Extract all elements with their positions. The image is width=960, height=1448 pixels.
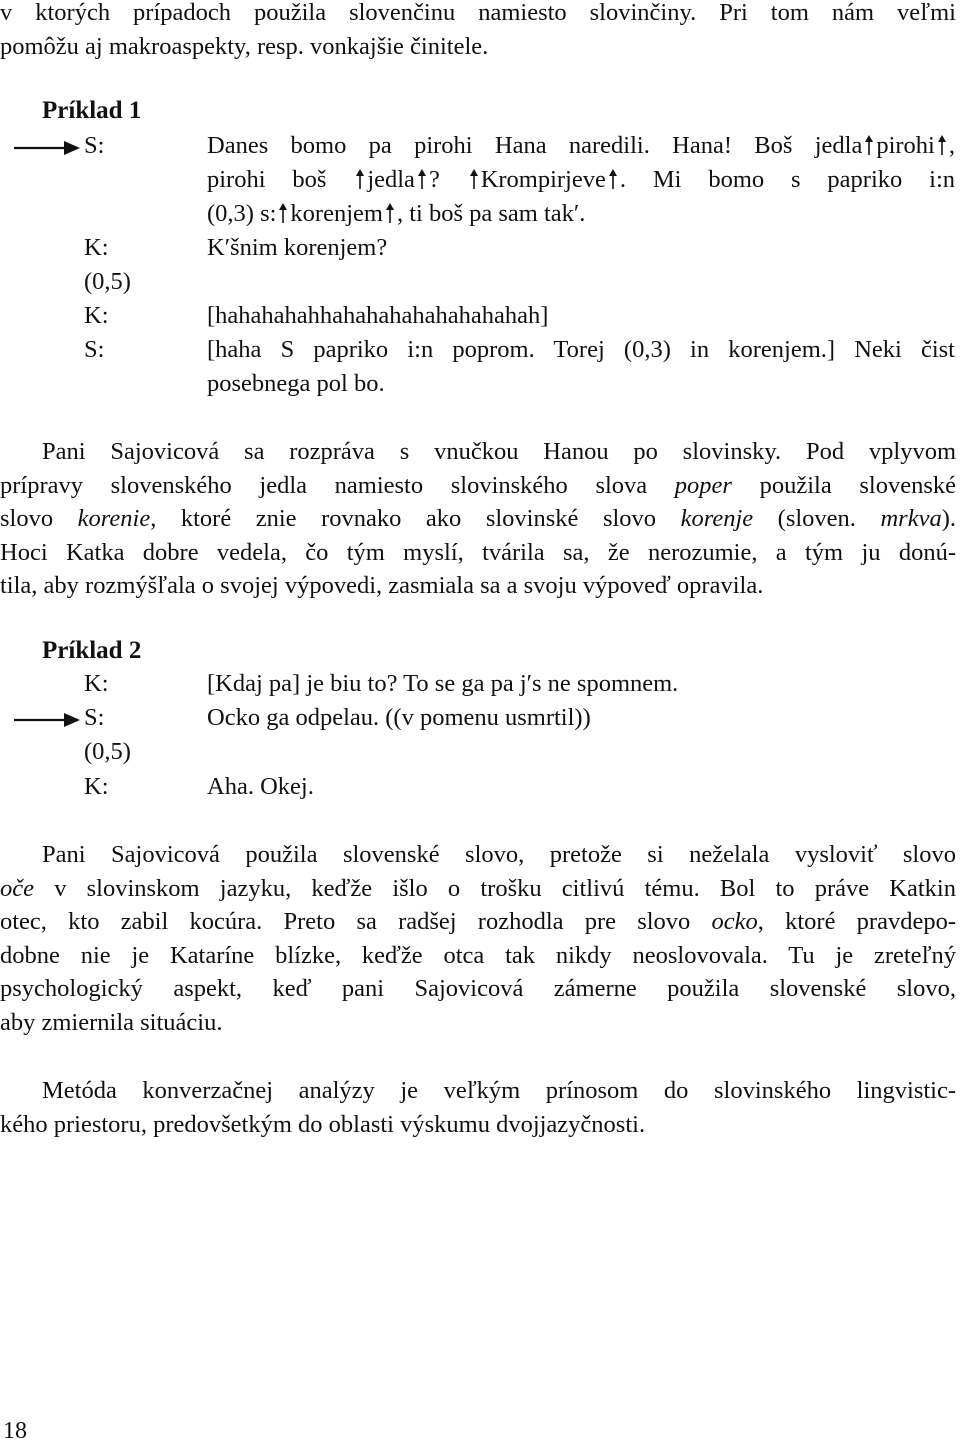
transcript-line [0, 200, 956, 234]
text-line: Metóda konverzačnej analýzy je veľkým prínosom do slovinského lingvistic- [42, 1077, 956, 1104]
italic-term: oče [0, 874, 34, 902]
speaker-label: K: [84, 302, 109, 329]
transcript-line [0, 302, 956, 336]
up-arrow-icon [417, 169, 427, 189]
transcript-line [0, 166, 956, 200]
transcript-line [0, 336, 956, 370]
transcript-line [0, 738, 956, 772]
intro-paragraph [0, 0, 956, 63]
speaker-label: K: [84, 234, 109, 261]
text-line: psychologický aspekt, keď pani Sajovicová zámerne použila slovenské slovo, [0, 975, 956, 1003]
text-line: kého priestoru, predovšetkým do oblasti výskumu dvojjazyčnosti. [0, 1110, 646, 1138]
utterance: Danes bomo pa pirohi Hana naredili. Hana! Boš jedla pirohi , [207, 132, 955, 159]
italic-term: mrkva [880, 505, 942, 533]
right-arrow-icon [14, 712, 80, 728]
transcript-line [0, 234, 956, 268]
text-line: slovo korenie, ktoré znie rovnako ako slovinské slovo korenje (sloven. mrkva). [0, 505, 957, 533]
utterance: [haha S papriko i:n poprom. Torej (0,3) in korenjem.] Neki čist [207, 336, 955, 363]
transcript-line [0, 704, 956, 738]
speaker-label: S: [84, 336, 105, 363]
utterance: [hahahahahhahahahahahahahahah] [207, 302, 549, 329]
italic-term: poper [674, 471, 732, 499]
utterance: Aha. Okej. [207, 773, 314, 800]
text-line: aby zmiernila situáciu. [0, 1008, 223, 1036]
speaker-label: S: [84, 704, 105, 731]
text-line: v ktorých prípadoch použila slovenčinu namiesto slovinčiny. Pri tom nám veľmi [0, 0, 956, 26]
speaker-label: K: [84, 773, 109, 800]
up-arrow-icon [355, 169, 365, 189]
text-line: Pani Sajovicová sa rozpráva s vnučkou Hanou po slovinsky. Pod vplyvom [42, 438, 956, 465]
transcript-line [0, 370, 956, 404]
body-paragraph [0, 435, 956, 603]
text-line: oče v slovinskom jazyku, keďže išlo o trošku citlivú tému. Bol to práve Katkin [0, 874, 956, 902]
body-paragraph [0, 1074, 956, 1141]
up-arrow-icon [385, 203, 395, 223]
page-number: 18 [3, 1418, 27, 1444]
pause-label: (0,5) [84, 738, 131, 765]
body-paragraph [0, 838, 956, 1040]
utterance: pirohi boš jedla ? Krompirjeve . Mi bomo s papriko i:n [207, 166, 956, 193]
utterance: K′šnim korenjem? [207, 234, 388, 261]
text-line: dobne nie je Kataríne blízke, keďže otca tak nikdy neoslovovala. Tu je zreteľný [0, 941, 956, 969]
up-arrow-icon [278, 203, 288, 223]
transcript-line [0, 132, 956, 166]
text-line: tila, aby rozmýšľala o svojej výpovedi, zasmiala sa a svoju výpoveď opravila. [0, 572, 764, 600]
text-line: Pani Sajovicová použila slovenské slovo, pretože si neželala vysloviť slovo [42, 841, 956, 868]
transcript-line [0, 268, 956, 302]
up-arrow-icon [937, 135, 947, 155]
right-arrow-icon [14, 140, 80, 156]
speaker-label: K: [84, 670, 109, 697]
italic-term: korenie [77, 505, 151, 533]
up-arrow-icon [608, 169, 618, 189]
utterance: (0,3) s: korenjem , ti boš pa sam tak′. [207, 200, 586, 227]
transcript-line [0, 670, 956, 704]
transcript-line [0, 773, 956, 807]
italic-term: ocko [711, 908, 758, 936]
text-line: Hoci Katka dobre vedela, čo tým myslí, tvárila sa, že nerozumie, a tým ju donú- [0, 538, 956, 566]
pause-label: (0,5) [84, 268, 131, 295]
up-arrow-icon [864, 135, 874, 155]
speaker-label: S: [84, 132, 105, 159]
text-line: pomôžu aj makroaspekty, resp. vonkajšie činitele. [0, 32, 489, 60]
example-1-title: Príklad 1 [42, 97, 142, 124]
utterance: [Kdaj pa] je biu to? To se ga pa j′s ne spomnem. [207, 670, 679, 697]
utterance: posebnega pol bo. [207, 370, 385, 397]
italic-term: korenje [680, 505, 754, 533]
utterance: Ocko ga odpelau. ((v pomenu usmrtil)) [207, 704, 591, 731]
text-line: prípravy slovenského jedla namiesto slovinského slova poper použila slovenské [0, 471, 956, 499]
text-line: otec, kto zabil kocúra. Preto sa radšej rozhodla pre slovo ocko, ktoré pravdepo- [0, 908, 956, 936]
example-2-title: Príklad 2 [42, 637, 142, 664]
up-arrow-icon [469, 169, 479, 189]
